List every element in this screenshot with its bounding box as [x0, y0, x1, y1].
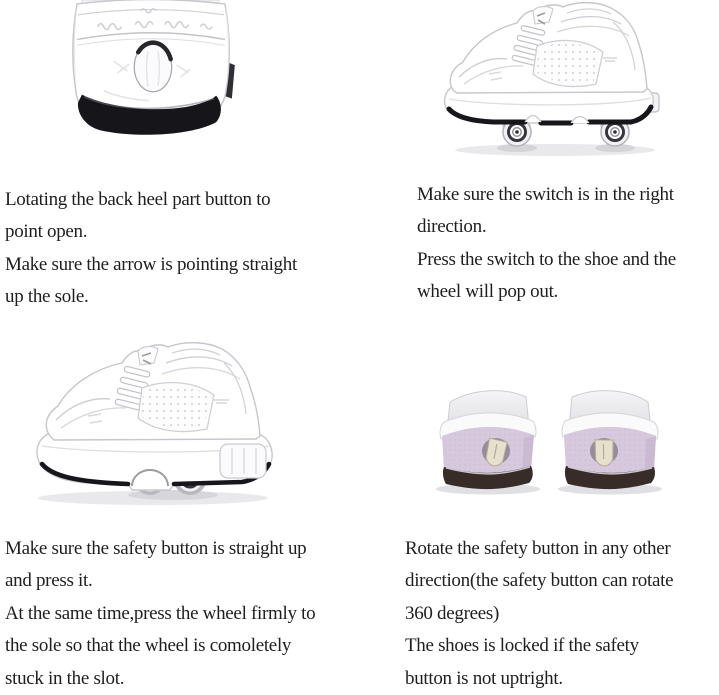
- figure-shoe-wheels-out: [437, 0, 679, 158]
- caption-step-1: [5, 184, 357, 314]
- caption-step-4: [405, 533, 719, 695]
- heels-rotated-buttons-image: [436, 382, 672, 500]
- perforated-panel: [141, 385, 210, 428]
- caption-line: wheel will pop out.: [417, 281, 559, 303]
- heel-closeup-image: [62, 0, 240, 143]
- heel-release-button: [134, 42, 171, 91]
- caption-line: Lotating the back heel part button to: [5, 189, 271, 210]
- caption-line: At the same time,press the wheel firmly to: [5, 602, 316, 624]
- caption-line: up the sole.: [5, 286, 89, 308]
- caption-line: direction.: [417, 216, 487, 238]
- caption-step-3: [5, 533, 400, 695]
- caption-line: direction(the safety button can rotate: [405, 570, 674, 592]
- caption-line: 360 degrees): [405, 602, 499, 624]
- caption-line: the sole so that the wheel is comoletely: [5, 635, 292, 657]
- caption-step-2: [417, 179, 717, 309]
- caption-line: and press it.: [5, 570, 93, 592]
- caption-line: Rotate the safety button in any other: [405, 538, 671, 559]
- rear-wheel-module: [220, 444, 266, 478]
- caption-line: Make sure the switch is in the right: [417, 184, 674, 205]
- caption-line: Press the switch to the shoe and the: [417, 248, 676, 270]
- figure-shoe-wheels-retracted: [28, 338, 292, 514]
- caption-line: Make sure the arrow is pointing straight: [5, 253, 297, 275]
- figure-heel-button-closeup: [62, 0, 240, 143]
- caption-line: button is not uptright.: [405, 667, 563, 689]
- left-heel: [436, 391, 540, 495]
- perforated-panel: [536, 43, 599, 83]
- right-heel: [558, 391, 662, 495]
- caption-line: The shoes is locked if the safety: [405, 635, 639, 657]
- wheels-deployed-image: [437, 0, 679, 158]
- caption-line: stuck in the slot.: [5, 667, 125, 689]
- figure-heels-safety-buttons: [436, 382, 672, 500]
- caption-line: Make sure the safety button is straight up: [5, 538, 307, 559]
- wheels-retracted-image: [28, 338, 292, 514]
- caption-line: point open.: [5, 221, 88, 243]
